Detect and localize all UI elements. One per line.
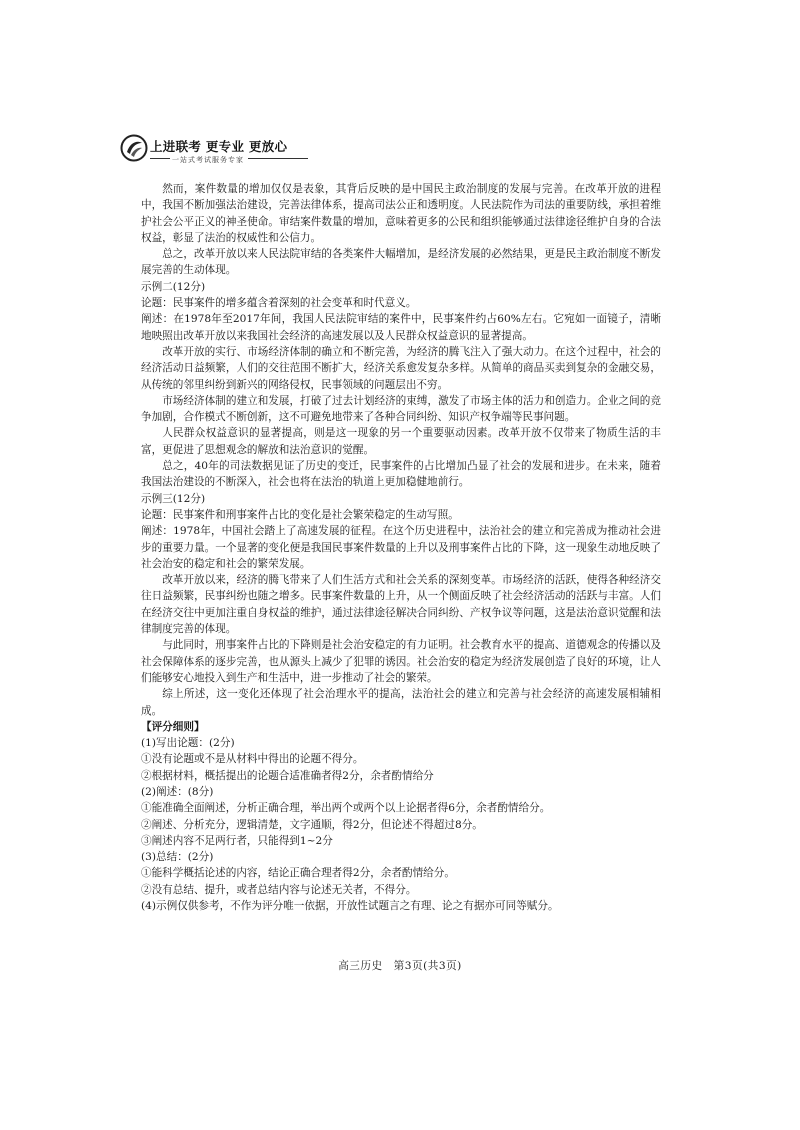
scoring-item: (4)示例仅供参考，不作为评分唯一依据，开放性试题言之有理、论之有据亦可同等赋分。 [141,900,559,913]
paragraph: 人民群众权益意识的显著提高，则是这一现象的另一个重要驱动因素。改革开放不仅带来了物质生活的丰富，更促进了思想观念的解放和法治意识的觉醒。 [141,427,661,456]
page-header [120,134,320,174]
brand-title: 上进联考 更专业 更放心 [150,139,288,154]
scoring-item: (2)阐述：(8分) [141,785,214,798]
paragraph: 阐述：在1978年至2017年间，我国人民法院审结的案件中，民事案件约占60%左右。它宛如一面镜子，清晰地映照出改革开放以来我国社会经济的高速发展以及人民群众权益意识的显著提高。 [141,313,661,342]
example-heading: 示例二(12分) [141,280,206,293]
thesis: 论题：民事案件的增多蕴含着深刻的社会变革和时代意义。 [141,297,417,310]
paragraph: 与此同时，刑事案件占比的下降则是社会治安稳定的有力证明。社会教育水平的提高、道德观念的传播以及社会保障体系的逐步完善，也从源头上减少了犯罪的诱因。社会治安的稳定为经济发展创造了良好的环境，让人们能够安心地投入到生产和生活中，进一步推动了社会的繁荣。 [141,639,661,684]
paragraph: 改革开放以来，经济的腾飞带来了人们生活方式和社会关系的深刻变革。市场经济的活跃，使得各种经济交往日益频繁，民事纠纷也随之增多。民事案件数量的上升，从一个侧面反映了社会经济活动的活跃与丰富。人们在经济交往中更加注重自身权益的维护，通过法律途径解决合同纠纷、产权争议等问题，这是法治意识觉醒和法律制度完善的体现。 [141,574,661,636]
thesis: 论题：民事案件和刑事案件占比的变化是社会繁荣稳定的生动写照。 [141,508,459,521]
scoring-item: (1)写出论题：(2分) [141,737,235,750]
brand-rule-left [150,158,170,159]
brand-logo-icon [120,134,148,162]
scoring-item: ①能科学概括论述的内容，结论正确合理者得2分，余者酌情给分。 [141,867,455,880]
paragraph: 然而，案件数量的增加仅仅是表象，其背后反映的是中国民主政治制度的发展与完善。在改革开放的进程中，我国不断加强法治建设，完善法律体系，提高司法公正和透明度。人民法院作为司法的重要防线，承担着维护社会公平正义的神圣使命。审结案件数量的增加，意味着更多的公民和组织能够通过法律途径维护自身的合法权益，彰显了法治的权威性和公信力。 [141,183,661,244]
paragraph: 改革开放的实行、市场经济体制的确立和不断完善，为经济的腾飞注入了强大动力。在这个过程中，社会的经济活动日益频繁，人们的交往范围不断扩大，经济关系愈发复杂多样。从简单的商品买卖到复杂的金融交易，从传统的邻里纠纷到新兴的网络侵权，民事领域的问题层出不穷。 [141,345,661,391]
scoring-item: ②没有总结、提升，或者总结内容与论述无关者，不得分。 [141,883,417,896]
paragraph: 综上所述，这一变化还体现了社会治理水平的提高，法治社会的建立和完善与社会经济的高速发展相辅相成。 [141,688,661,717]
brand-rule-right [248,158,308,159]
example-heading: 示例三(12分) [141,492,206,505]
paragraph: 总之，40年的司法数据见证了历史的变迁，民事案件的占比增加凸显了社会的发展和进步。在未来，随着我国法治建设的不断深入，社会也将在法治的轨道上更加稳健地前行。 [141,460,661,489]
answer-content [141,181,661,914]
brand-subtitle: 一站式考试服务专家 [172,156,244,164]
page-footer: 高三历史 第3页(共3页) [338,960,462,972]
paragraph: 总之，改革开放以来人民法院审结的各类案件大幅增加，是经济发展的必然结果，更是民主政治制度不断发展完善的生动体现。 [141,248,661,277]
paragraph: 市场经济体制的建立和发展，打破了过去计划经济的束缚，激发了市场主体的活力和创造力。企业之间的竞争加剧，合作模式不断创新，这不可避免地带来了各种合同纠纷、知识产权争端等民事问题。 [141,394,661,424]
scoring-item: ①能准确全面阐述，分析正确合理，举出两个或两个以上论据者得6分，余者酌情给分。 [141,802,551,815]
scoring-heading: 【评分细则】 [141,720,205,733]
scoring-item: ②阐述、分析充分，逻辑清楚，文字通顺，得2分，但论述不得超过8分。 [141,818,483,831]
scoring-item: ③阐述内容不足两行者，只能得到1~2分 [141,834,333,847]
scoring-item: ②根据材料，概括提出的论题合适准确者得2分，余者酌情给分 [141,769,434,782]
scoring-item: (3)总结：(2分) [141,851,214,864]
scoring-item: ①没有论题或不是从材料中得出的论题不得分。 [141,753,364,766]
paragraph: 阐述：1978年，中国社会踏上了高速发展的征程。在这个历史进程中，法治社会的建立和完善成为推动社会进步的重要力量。一个显著的变化便是我国民事案件数量的上升以及刑事案件占比的下降，这一现象生动地反映了社会治安的稳定和社会的繁荣发展。 [141,525,661,570]
